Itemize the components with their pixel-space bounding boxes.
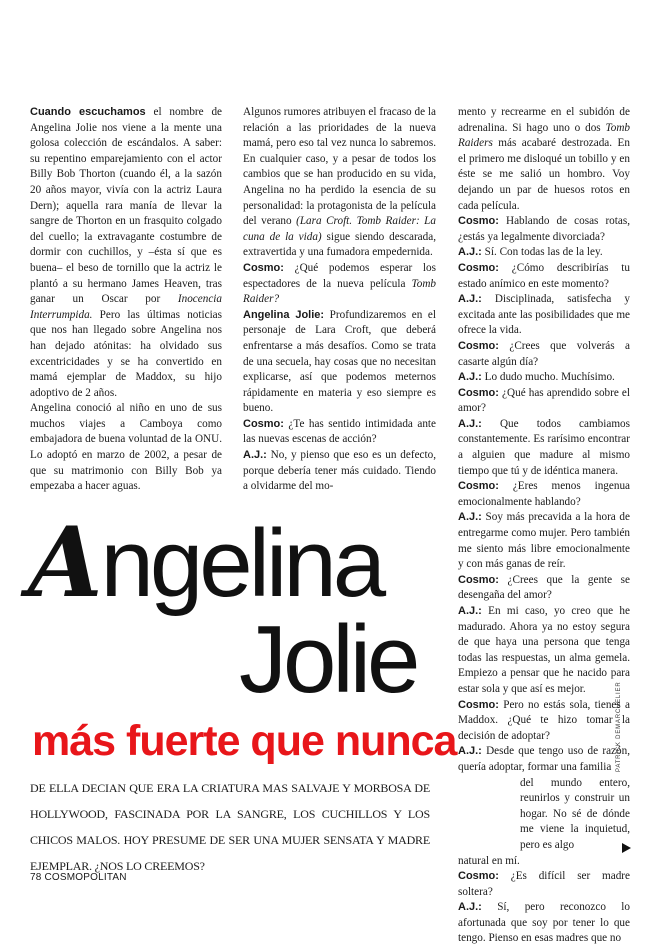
answer [243, 448, 436, 495]
article-column-1 [30, 105, 222, 495]
answer-text: No, y pienso que eso es un defecto, porque debería tener más cuidado. Tiendo a olvidarme del mo- [243, 449, 436, 493]
answer [458, 370, 630, 386]
standfirst: DE ELLA DECIAN QUE ERA LA CRIATURA MAS SALVAJE Y MORBOSA DE HOLLYWOOD, FASCINADA POR LA SANGRE, LOS CUCHILLOS Y LOS CHICOS MALOS. HOY PRESUME DE SER UNA MUJER SENSATA Y MADRE EJEMPLAR. ¿NOS LO CREEMOS? [30, 781, 430, 873]
answer-text: Disciplinada, satisfecha y excitada ante las posibilidades que me ofrece la vida. [458, 293, 630, 337]
paragraph-text: Algunos rumores atribuyen el fracaso de la relación a las prioridades de la nueva mamá, pero eso tal vez nunca lo sabremos. En cualquier caso, y a pesar de todos los cambios que se han producido en su vida, Angelina no ha perdido la esencia de su personalidad: la protagonista de la película del verano [243, 106, 436, 228]
answer-text: Sí, pero reconozco lo afortunada que soy por tener lo que tengo. Pienso en esas madres que no [458, 901, 630, 945]
question [458, 869, 630, 900]
question-text: ¿Qué podemos esperar los espectadores de la nueva película [243, 261, 436, 290]
speaker-label: Angelina Jolie: [243, 308, 325, 321]
speaker-label: A.J.: [458, 417, 482, 430]
speaker-label: A.J.: [458, 745, 482, 758]
speaker-label: Cosmo: [458, 339, 499, 352]
paragraph-3 [243, 105, 436, 261]
question-text: ¿Te has sentido intimidada ante las nuevas escenas de acción? [243, 417, 436, 446]
answer-text: Que todos cambiamos constantemente. Es rarísimo encontrar a alguien que madure al mismo tiempo que tú y de idéntica manera. [458, 417, 630, 477]
question [458, 261, 630, 292]
speaker-label: Cosmo: [458, 870, 499, 883]
answer-text: Profundizaremos en el personaje de Lara Croft, que deberá enfrentarse a más desafíos. Como se trata de una secuela, hay cosas que no necesitan explicarse, así que podemos meternos rápidamente en materia y eso siempre es bueno. [243, 308, 436, 415]
speaker-label: Cosmo: [243, 261, 284, 274]
speaker-label: A.J.: [458, 293, 482, 306]
question [243, 417, 436, 448]
question [243, 261, 436, 308]
answer-text: Desde que tengo uso de razón, quería adoptar, formar una familia [458, 745, 630, 773]
question-text: ¿Qué has aprendido sobre el amor? [458, 386, 630, 415]
speaker-label: Cosmo: [458, 573, 499, 586]
answer-text: Soy más precavida a la hora de entregarme como mujer. Pero también me siento más libre emocionalmente y con más ganas de reír. [458, 511, 630, 571]
lead-in: Cuando escuchamos [30, 106, 146, 118]
speaker-label: A.J.: [458, 246, 482, 259]
headline-line-2: Jolie [239, 606, 417, 713]
continue-arrow-icon [622, 843, 631, 853]
speaker-label: Cosmo: [458, 698, 499, 711]
film-title: Tomb Raiders [458, 121, 630, 150]
question [458, 698, 630, 745]
question [458, 339, 630, 370]
answer [458, 604, 630, 698]
photo-credit: PATRICK DEMARCHELIER [616, 681, 622, 772]
speaker-label: A.J.: [458, 901, 482, 914]
headline-rest: ngelina [100, 510, 383, 617]
answer-text-indented: del mundo entero, reunirlos y construir un hogar. No sé de dónde me viene la inquietud, pero es algo [520, 776, 630, 851]
question [458, 386, 630, 417]
speaker-label: Cosmo: [458, 386, 499, 399]
speaker-label: Cosmo: [458, 215, 499, 228]
paragraph-text: sigue siendo descarada, extravertida y una fumadora empedernida. [243, 230, 436, 259]
article-column-2 [243, 105, 436, 495]
answer [458, 900, 630, 947]
intro-text: el nombre de Angelina Jolie nos viene a la mente una golosa colección de escándalos. A saber: su repentino emparejamiento con el actor Billy Bob Thorton (cuando él, a la sazón 20 años mayor, vivía con la actriz Laura Dern); aquella rara manía de llevar la sangre de Thorton en un frasquito colgado del cuello; la extravagante costumbre de dormir con cuchillos, y –ésta sí que es buena– el beso de tornillo que la actriz le plantó a su hermano James Heaven, tras ganar un Oscar por [30, 106, 223, 306]
answer [458, 510, 630, 572]
speaker-label: A.J.: [458, 511, 482, 524]
question [458, 214, 630, 245]
film-title: Inocencia Interrumpida. [30, 293, 222, 321]
article-column-3 [458, 105, 630, 947]
paragraph-text: más acabaré destrozada. En el primero me disloqué un tobillo y en éste se me salió un hombro. Voy dejando un par de huesos rotos en cada película. [458, 137, 630, 212]
question-text: Pero no estás sola, tienes a Maddox. ¿Qué te hizo tomar la decisión de adoptar? [458, 698, 630, 742]
headline-subtitle: más fuerte que nunca [32, 717, 457, 765]
headline-initial: A [28, 506, 101, 619]
interview-dialogue [458, 214, 630, 744]
paragraph-2: Angelina conoció al niño en uno de sus muchos viajes a Camboya como embajadora de buena voluntad de la ONU. Lo adoptó en marzo de 2002, a pesar de que su matrimonio con Billy Bob ya empezaba a hacer aguas. [30, 402, 222, 493]
question-text: ¿Eres menos ingenua emocionalmente hablando? [458, 480, 630, 508]
speaker-label: A.J.: [243, 449, 267, 462]
speaker-label: Cosmo: [458, 480, 499, 493]
speaker-label: A.J.: [458, 371, 482, 384]
speaker-label: Cosmo: [458, 261, 499, 274]
film-title: Tomb Raider? [243, 277, 436, 306]
question-text: Hablando de cosas rotas, ¿estás ya legalmente divorciada? [458, 215, 630, 243]
continued-paragraph [458, 105, 630, 214]
intro-tail: Pero las últimas noticias que nos han llegado sobre Angelina nos han dejado atónitas: ha olvidado sus excentricidades y se ha convertido en mamá ejemplar de Maddox, su hijo adoptivo de 2 años. [30, 308, 222, 399]
answer-text: natural en mí. [458, 854, 520, 867]
intro-paragraph [30, 105, 222, 401]
answer [458, 292, 630, 339]
question [458, 479, 630, 510]
answer-text: En mi caso, yo creo que he madurado. Ahora ya no estoy segura de que haya una persona que tenga todas las respuestas, un alma gemela. Empiezo a pensar que he nacido para estar sola y que así es mejor. [458, 605, 630, 695]
film-title: (Lara Croft. Tomb Raider: La cuna de la vida) [243, 215, 436, 243]
question-text: ¿Crees que la gente se desengaña del amor? [458, 573, 630, 602]
answer-text: Lo dudo mucho. Muchísimo. [481, 371, 615, 384]
answer [458, 417, 630, 479]
answer [458, 245, 630, 261]
question-text: ¿Crees que volverás a casarte algún día? [458, 339, 630, 368]
speaker-label: A.J.: [458, 605, 482, 617]
answer [243, 308, 436, 417]
answer [458, 744, 630, 869]
speaker-label: Cosmo: [243, 417, 284, 430]
paragraph-text: mento y recrearme en el subidón de adrenalina. Si hago uno o dos [458, 106, 630, 134]
question [458, 573, 630, 604]
page-folio: 78 COSMOPOLITAN [30, 872, 127, 883]
answer-text: Sí. Con todas las de la ley. [481, 246, 603, 259]
question-text: ¿Es difícil ser madre soltera? [458, 870, 630, 898]
question-text: ¿Cómo describirías tu estado anímico en este momento? [458, 261, 630, 290]
headline-line-1 [28, 506, 383, 619]
